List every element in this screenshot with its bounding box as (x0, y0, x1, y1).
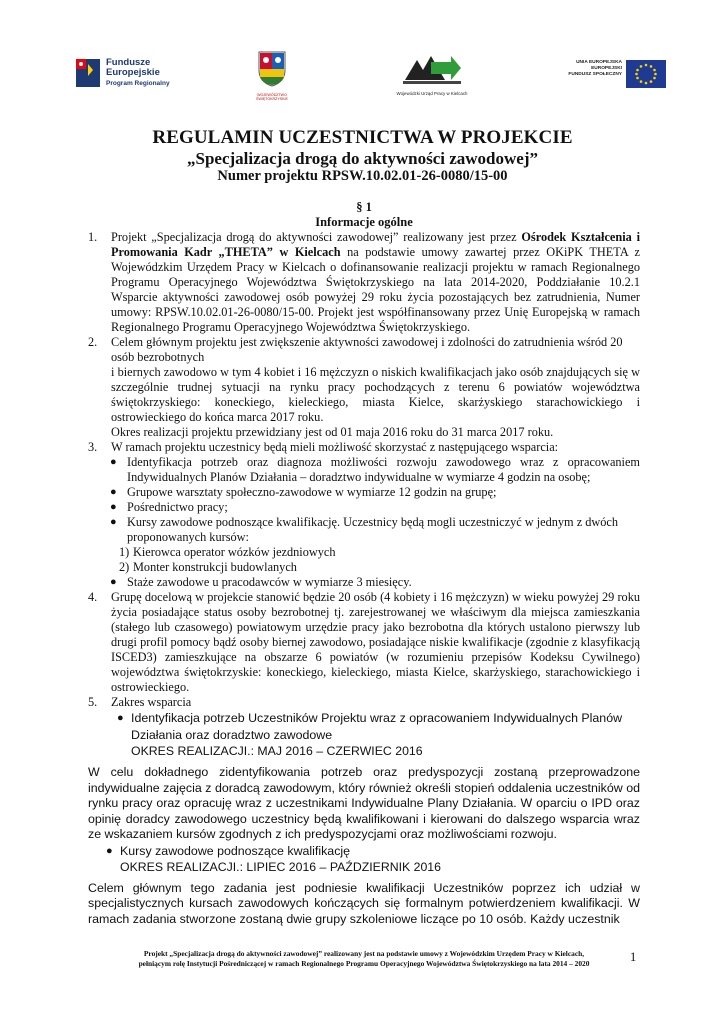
bullet-text: Identyfikacja potrzeb Uczestników Projektu wraz z opracowaniem Indywidualnych Planów Działania oraz doradztwo zawodowe (131, 711, 623, 742)
list-item-4 (88, 590, 640, 695)
fe-subtitle: Program Regionalny (106, 80, 170, 87)
bullet-icon: ● (110, 501, 117, 513)
fe-flag-icon (74, 56, 104, 90)
sub-item (88, 560, 640, 575)
title-line-1: REGULAMIN UCZESTNICTWA W PROJEKCIE (152, 127, 573, 148)
bullet-text: Staże zawodowe u pracodawców w wymiarze 3 miesięcy. (127, 575, 412, 589)
title-line-2: „Specjalizacja drogą do aktywności zawodowej” (187, 149, 538, 168)
eu-flag-icon (626, 60, 666, 88)
bullet-item (88, 843, 640, 860)
ue-line2: EUROPEJSKI (591, 66, 622, 71)
list-item-5 (88, 695, 640, 710)
item-number: 1. (88, 230, 98, 244)
wup-caption: Wojewódzki Urząd Pracy w Kielcach (396, 91, 468, 96)
section-symbol: § 1 (356, 200, 372, 214)
bullet-item (88, 455, 640, 485)
list-item-2 (88, 335, 640, 440)
paragraph-1: W celu dokładnego zidentyfikowania potrzeb oraz predyspozycji zostaną przeprowadzone indywidualne zajęcia z doradcą zawodowym, który również określi stopień oddalenia uczestników od rynku pracy oraz opracuję wraz z uczestnikami Indywidualne Plany Działania. W oparciu o IPD oraz opinię doradcy zawodowego uczestnicy będą kwalifikowani i kierowani do dalszego wsparcia wraz ze wskazaniem kursów zgodnych z ich predyspozycjami oraz możliwościami rozwoju. (88, 765, 640, 841)
fe-title: Fundusze Europejskie (106, 57, 160, 78)
item-2-text-c: Okres realizacji projektu przewidziany jest od 01 maja 2016 roku do 31 marca 2017 roku. (111, 425, 554, 439)
page-number: 1 (630, 950, 637, 964)
bullet-icon: ● (110, 516, 117, 528)
footer-line-2: pełniącym rolę Instytucji Pośredniczącej w ramach Regionalnego Programu Operacyjnego Województwa Świętokrzyskiego na lata 2014 – 2020 (138, 959, 590, 968)
bullet-text: Identyfikacja potrzeb oraz diagnoza możliwości rozwoju zawodowego wraz z opracowaniem Indywidualnych Planów Działania – doradztwo indywidualne w wymiarze 4 godzin na osobę; (127, 455, 640, 484)
document-title (0, 127, 725, 185)
footer-line-1: Projekt „Specjalizacja drogą do aktywności zawodowej” realizowany jest na podstawie umowy z Wojewódzkim Urzędem Pracy w Kielcach, (143, 949, 585, 958)
bullet-icon: ● (110, 576, 117, 588)
bullet-text: Grupowe warsztaty społeczno-zawodowe w wymiarze 12 godzin na grupę; (127, 485, 497, 499)
sub-item (88, 545, 640, 560)
bullet-text: Pośrednictwo pracy; (127, 500, 228, 514)
eu-logo (558, 60, 666, 90)
sub-text: Monter konstrukcji budowlanych (133, 560, 297, 574)
sub-text: Kierowca operator wózków jezdniowych (133, 545, 336, 559)
item-number: 4. (88, 590, 98, 604)
item-3-text: W ramach projektu uczestnicy będą mieli możliwość skorzystać z następującego wsparcia: (111, 440, 559, 454)
bullet-item (88, 500, 640, 515)
swietokrzyskie-logo (246, 48, 298, 102)
okres-realizacji-2: OKRES REALIZACJI.: LIPIEC 2016 – PAŹDZIERNIK 2016 (120, 859, 441, 874)
bullet-icon: ● (110, 486, 117, 498)
item-number: 5. (88, 695, 98, 709)
sub-number: 2) (119, 560, 130, 574)
bullet-icon: ● (117, 712, 124, 724)
bullet-item (88, 710, 640, 744)
item-1-text-b: na podstawie umowy zawartej przez OKiPK THETA z Wojewódzkim Urzędem Pracy w Kielcach o dofinansowanie realizacji projektu w ramach Regionalnego Programu Operacyjnego Województwa Świętokrzyskiego na lata 2014-2020, Poddziałanie 10.2.1 Wsparcie aktywności zawodowej osób powyżej 29 roku życia pozostających bez zatrudnienia, Numer umowy: RPSW.10.02.01-26-0080/15-00. Projekt jest współfinansowany przez Unię Europejską w ramach Regionalnego Programu Operacyjnego Województwa Świętokrzyskiego. (111, 245, 640, 334)
bullet-text: Kursy zawodowe podnoszące kwalifikację (120, 843, 351, 858)
item-5-text: Zakres wsparcia (111, 695, 192, 709)
item-4-text: Grupę docelową w projekcie stanowić będzie 20 osób (4 kobiety i 16 mężczyzn) w wieku powyżej 29 roku życia posiadające status osoby bezrobotnej tj. zarejestrowanej we właściwym dla miejsca zamieszkania (stałego lub czasowego) powiatowym urzędzie pracy jako bezrobotna dla których ustalono pierwszy lub drugi profil pomocy bądź osoby biernej zawodowo, posiadające niskie kwalifikacje (zgodnie z klasyfikacją ISCED3) zamieszkujące na obszarze 6 powiatów (w rozumieniu przepisów Kodeksu Cywilnego) województwa świętokrzyskie: koneckiego, kieleckiego, miasta Kielce, skarżyskiego, starachowickiego i ostrowieckiego. (111, 590, 640, 694)
sub-number: 1) (119, 545, 130, 559)
section-heading: Informacje ogólne (315, 215, 413, 229)
item-1-bold: Ośrodek Kształcenia i Promowania Kadr „THETA” w Kielcach (111, 230, 640, 259)
wup-logo (392, 52, 472, 98)
ue-line3: FUNDUSZ SPOŁECZNY (568, 72, 622, 77)
paragraph-2: Celem głównym tego zadania jest podniesie kwalifikacji Uczestników poprzez ich udział w specjalistycznych kursach zawodowych kończących się formalnym potwierdzeniem kwalifikacji. W ramach zadania stworzone zostaną dwie grupy szkoleniowe liczące po 10 osób. Każdy uczestnik (88, 880, 640, 926)
bullet-icon: ● (110, 456, 117, 468)
list-item-1 (88, 230, 640, 335)
item-number: 2. (88, 335, 98, 349)
item-1-text-a: Projekt „Specjalizacja drogą do aktywności zawodowej” realizowany jest przez (111, 230, 522, 244)
title-line-3: Numer projektu RPSW.10.02.01-26-0080/15-00 (217, 168, 508, 184)
item-2-text-a: Celem głównym projektu jest zwiększenie aktywności zawodowej i zdolności do zatrudnienia wśród 20 osób bezrobotnych (111, 335, 623, 364)
document-body (88, 200, 640, 927)
item-2-text-b: i biernych zawodowo w tym 4 kobiet i 16 mężczyzn o niskich kwalifikacjach jako osób znajdujących się w szczególnie trudnej sytuacji na rynku pracy pochodzących z terenu 6 powiatów województwa świętokrzyskiego: koneckiego, kieleckiego, miasta Kielce, skarżyskiego starachowickiego i ostrowieckiego do końca marca 2017 roku. (111, 365, 640, 424)
bullet-item (88, 485, 640, 500)
page-footer (88, 949, 640, 969)
fundusze-europejskie-logo (74, 56, 186, 92)
item-number: 3. (88, 440, 98, 454)
logo-bar (0, 44, 725, 106)
bullet-item (88, 575, 640, 590)
coat-of-arms-icon (255, 48, 289, 88)
bullet-icon: ● (106, 844, 113, 857)
okres-realizacji-1: OKRES REALIZACJI.: MAJ 2016 – CZERWIEC 2016 (131, 744, 423, 758)
wup-arrows-icon (401, 52, 463, 86)
bullet-item (88, 515, 640, 545)
list-item-3 (88, 440, 640, 455)
sw-caption: WOJEWÓDZTWO ŚWIĘTOKRZYSKIE (256, 93, 288, 101)
ue-line1: UNIA EUROPEJSKA (576, 60, 622, 65)
bullet-text: Kursy zawodowe podnoszące kwalifikację. Uczestnicy będą mogli uczestniczyć w jednym z dwóch proponowanych kursów: (127, 515, 619, 544)
